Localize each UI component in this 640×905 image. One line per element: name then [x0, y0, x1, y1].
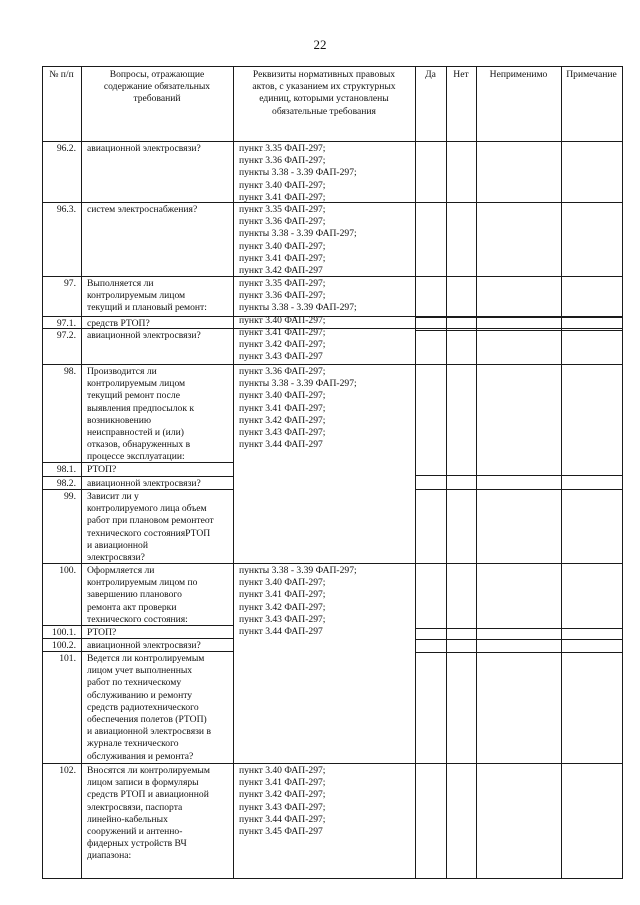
row-number: 100.1.: [52, 627, 76, 638]
row-question: Оформляется ли контролируемым лицом по завершению планового ремонта акт проверки технического состояния:: [87, 565, 198, 625]
row-number: 100.2.: [52, 640, 76, 651]
row-number: 102.: [59, 765, 76, 776]
row-question: авиационной электросвязи?: [87, 640, 201, 651]
table-rule: [415, 489, 623, 490]
table-rule: [81, 66, 82, 878]
header-note: Примечание: [566, 69, 617, 80]
table-rule: [233, 66, 234, 878]
table-rule: [42, 141, 623, 142]
table-rule: [42, 364, 623, 365]
row-number: 100.: [59, 565, 76, 576]
row-number: 97.: [64, 278, 76, 289]
table-rule: [415, 317, 623, 318]
row-requisites: пункты 3.38 - 3.39 ФАП-297; пункт 3.40 ФАП-297; пункт 3.41 ФАП-297; пункт 3.42 ФАП-297; пункт 3.43 ФАП-297; пункт 3.44 ФАП-297: [239, 565, 357, 638]
table-rule: [446, 66, 447, 878]
row-question: авиационной электросвязи?: [87, 330, 201, 341]
row-requisites: пункт 3.35 ФАП-297; пункт 3.36 ФАП-297; пункты 3.38 - 3.39 ФАП-297; пункт 3.40 ФАП-297; пункт 3.41 ФАП-297; пункт 3.42 ФАП-297: [239, 204, 357, 277]
row-number: 99.: [64, 491, 76, 502]
table-rule: [476, 66, 477, 878]
row-question: Ведется ли контролируемым лицом учет выполненных работ по техническому обслуживанию и ремонту средств радиотехнического обеспечения полетов (РТОП) и авиационной электросвязи в журнале технического обслуживания и ремонта?: [87, 653, 211, 762]
header-no: Нет: [453, 69, 469, 80]
row-question: авиационной электросвязи?: [87, 478, 201, 489]
row-number: 98.: [64, 366, 76, 377]
table-rule: [415, 475, 623, 476]
row-number: 96.3.: [56, 204, 76, 215]
row-question: средств РТОП?: [87, 318, 150, 329]
table-rule: [561, 66, 562, 878]
header-question: Вопросы, отражающие содержание обязательных требований: [103, 69, 211, 105]
row-requisites: пункт 3.40 ФАП-297; пункт 3.41 ФАП-297; пункт 3.42 ФАП-297; пункт 3.43 ФАП-297; пункт 3.44 ФАП-297; пункт 3.45 ФАП-297: [239, 765, 326, 838]
row-question: РТОП?: [87, 627, 117, 638]
row-question: Вносятся ли контролируемым лицом записи в формуляры средств РТОП и авиационной электросвязи, паспорта линейно-кабельных сооружений и антенно- фидерных устройств ВЧ диапазона:: [87, 765, 210, 862]
row-number: 98.2.: [56, 478, 76, 489]
row-requisites: пункт 3.35 ФАП-297; пункт 3.36 ФАП-297; пункты 3.38 - 3.39 ФАП-297; пункт 3.40 ФАП-297; пункт 3.41 ФАП-297;: [239, 143, 357, 203]
row-question: Производится ли контролируемым лицом текущий ремонт после выявления предпосылок к возникновению неисправностей и (или) отказов, обнаруженных в процессе эксплуатации:: [87, 366, 195, 463]
row-question: Зависит ли у контролируемого лица объем работ при плановом ремонтеот технического состоянияРТОП и авиационной электросвязи?: [87, 491, 214, 564]
row-question: систем электроснабжения?: [87, 204, 198, 215]
row-number: 97.1.: [56, 318, 76, 329]
table-rule: [415, 628, 623, 629]
row-question: Выполняется ли контролируемым лицом текущий и плановый ремонт:: [87, 278, 207, 314]
table-rule: [42, 763, 623, 764]
header-na: Неприменимо: [489, 69, 548, 80]
table-rule: [415, 66, 416, 878]
table-rule: [622, 66, 623, 878]
row-question: авиационной электросвязи?: [87, 143, 201, 154]
row-number: 98.1.: [56, 464, 76, 475]
row-requisites: пункт 3.35 ФАП-297; пункт 3.36 ФАП-297; пункты 3.38 - 3.39 ФАП-297; пункт 3.40 ФАП-297; пункт 3.41 ФАП-297; пункт 3.42 ФАП-297; пункт 3.43 ФАП-297: [239, 278, 357, 363]
row-number: 96.2.: [56, 143, 76, 154]
table-rule: [415, 330, 623, 331]
row-number: 101.: [59, 653, 76, 664]
table-rule: [415, 652, 623, 653]
row-number: 97.2.: [56, 330, 76, 341]
header-yes: Да: [425, 69, 436, 80]
page-number: 22: [313, 37, 327, 52]
header-num: № п/п: [49, 69, 74, 80]
row-requisites: пункт 3.36 ФАП-297; пункты 3.38 - 3.39 ФАП-297; пункт 3.40 ФАП-297; пункт 3.41 ФАП-297; пункт 3.42 ФАП-297; пункт 3.43 ФАП-297; пункт 3.44 ФАП-297: [239, 366, 357, 451]
table-rule: [42, 878, 623, 879]
header-requisites: Реквизиты нормативных правовых актов, с указанием их структурных единиц, которыми установлены обязательные требования: [252, 69, 396, 117]
row-question: РТОП?: [87, 464, 117, 475]
table-rule: [42, 316, 234, 317]
table-rule: [415, 639, 623, 640]
table-rule: [42, 66, 623, 67]
